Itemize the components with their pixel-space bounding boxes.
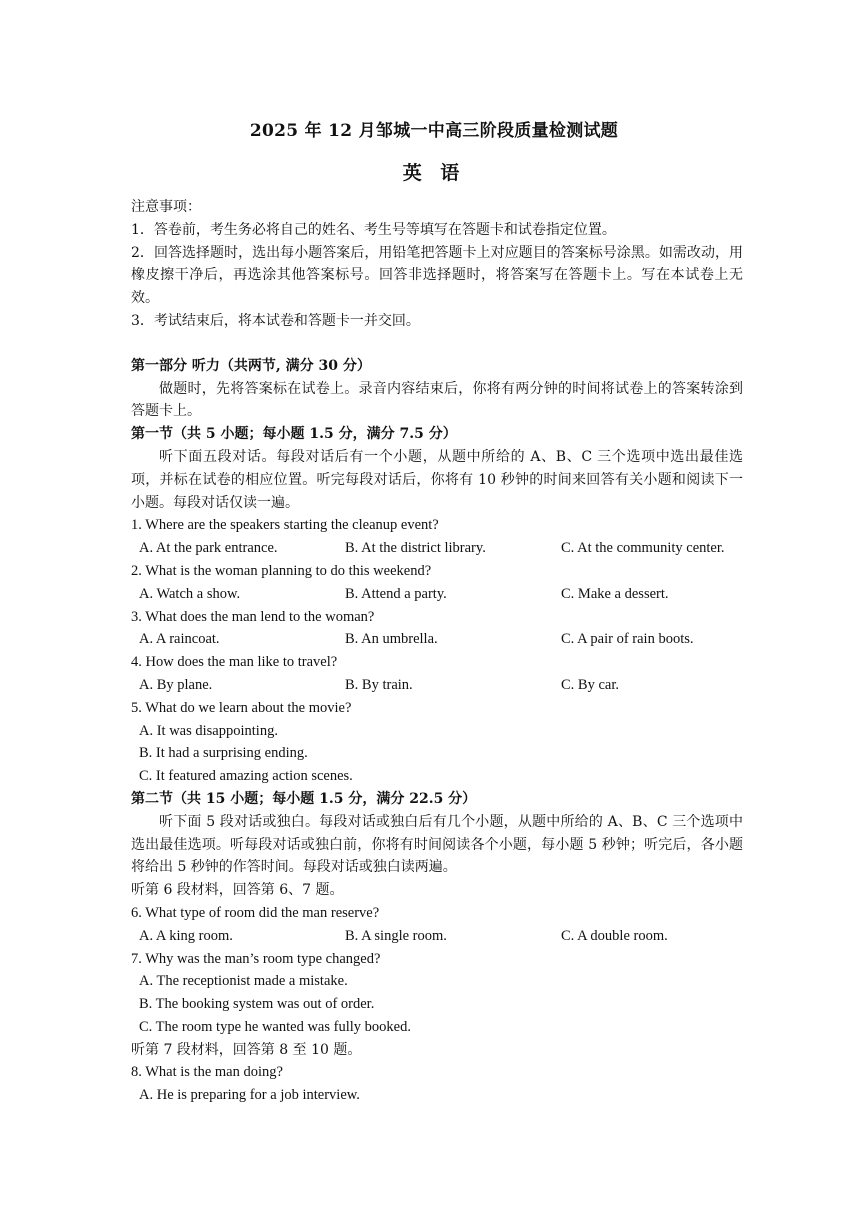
question-2: 2. What is the woman planning to do this weekend? [131,562,432,579]
question-1-options [131,537,743,560]
part1-heading: 第一部分 听力（共两节, 满分 30 分） [131,357,371,374]
option-b: B. A single room. [345,927,447,944]
question-7: 7. Why was the man’s room type changed? [131,950,381,967]
option-b: B. It had a surprising ending. [139,745,308,762]
question-4-options [131,674,743,697]
material-7-instruction: 听第 7 段材料，回答第 8 至 10 题。 [131,1041,362,1058]
section1-intro: 听下面五段对话。每段对话后有一个小题，从题中所给的 A、B、C 三个选项中选出最佳选项，并标在试卷的相应位置。听完每段对话后，你将有 10 秒钟的时间来回答有关小题和阅读下一小题。每段对话仅读一遍。 [131,448,743,511]
subject-title: 英 语 [402,162,466,184]
question-3: 3. What does the man lend to the woman? [131,608,375,625]
option-a: A. A king room. [139,927,233,944]
section2-heading: 第二节（共 15 小题；每小题 1.5 分，满分 22.5 分） [131,790,477,807]
option-a: A. The receptionist made a mistake. [139,973,348,990]
question-3-options [131,628,743,651]
question-1: 1. Where are the speakers starting the cleanup event? [131,517,439,534]
section2-intro: 听下面 5 段对话或独白。每段对话或独白后有几个小题，从题中所给的 A、B、C 三个选项中选出最佳选项。听每段对话或独白前，你将有时间阅读各个小题，每小题 5 秒钟；听完后，各小题将给出 5 秒钟的作答时间。每段对话或独白读两遍。 [131,813,743,876]
option-a: A. He is preparing for a job interview. [139,1087,360,1104]
option-a: A. It was disappointing. [139,722,278,739]
notes-heading: 注意事项： [131,199,201,215]
note-item-2: 2．回答选择题时，选出每小题答案后，用铅笔把答题卡上对应题目的答案标号涂黑。如需改动，用橡皮擦干净后，再选涂其他答案标号。回答非选择题时，将答案写在答题卡上。写在本试卷上无效。 [131,244,743,307]
option-c: C. Make a dessert. [561,585,669,602]
section1-heading: 第一节（共 5 小题；每小题 1.5 分，满分 7.5 分） [131,426,457,443]
note-item-3: 3．考试结束后，将本试卷和答题卡一并交回。 [131,312,420,329]
option-a: A. A raincoat. [139,631,220,648]
option-a: A. Watch a show. [139,585,241,602]
option-a: A. By plane. [139,676,213,693]
part1-intro: 做题时，先将答案标在试卷上。录音内容结束后，你将有两分钟的时间将试卷上的答案转涂到答题卡上。 [131,380,743,420]
exam-content [131,196,743,1107]
option-b: B. The booking system was out of order. [139,996,375,1013]
question-6-options [131,925,743,948]
option-c: C. At the community center. [561,540,725,557]
material-6-instruction: 听第 6 段材料，回答第 6、7 题。 [131,882,344,899]
option-c: C. A pair of rain boots. [561,631,694,648]
question-2-options [131,583,743,606]
option-b: B. At the district library. [345,540,486,557]
option-b: B. An umbrella. [345,631,438,648]
option-c: C. The room type he wanted was fully booked. [139,1018,411,1035]
question-6: 6. What type of room did the man reserve? [131,904,380,921]
question-5: 5. What do we learn about the movie? [131,699,352,716]
spacer [131,333,743,355]
option-b: B. By train. [345,676,413,693]
option-c: C. It featured amazing action scenes. [139,768,353,785]
question-8: 8. What is the man doing? [131,1064,283,1081]
option-c: C. A double room. [561,927,668,944]
option-c: C. By car. [561,676,619,693]
option-b: B. Attend a party. [345,585,447,602]
question-4: 4. How does the man like to travel? [131,654,338,671]
option-a: A. At the park entrance. [139,540,278,557]
note-item-1: 1．答卷前，考生务必将自己的姓名、考生号等填写在答题卡和试卷指定位置。 [131,221,616,238]
exam-title: 2025 年 12 月邹城一中高三阶段质量检测试题 [249,121,619,141]
